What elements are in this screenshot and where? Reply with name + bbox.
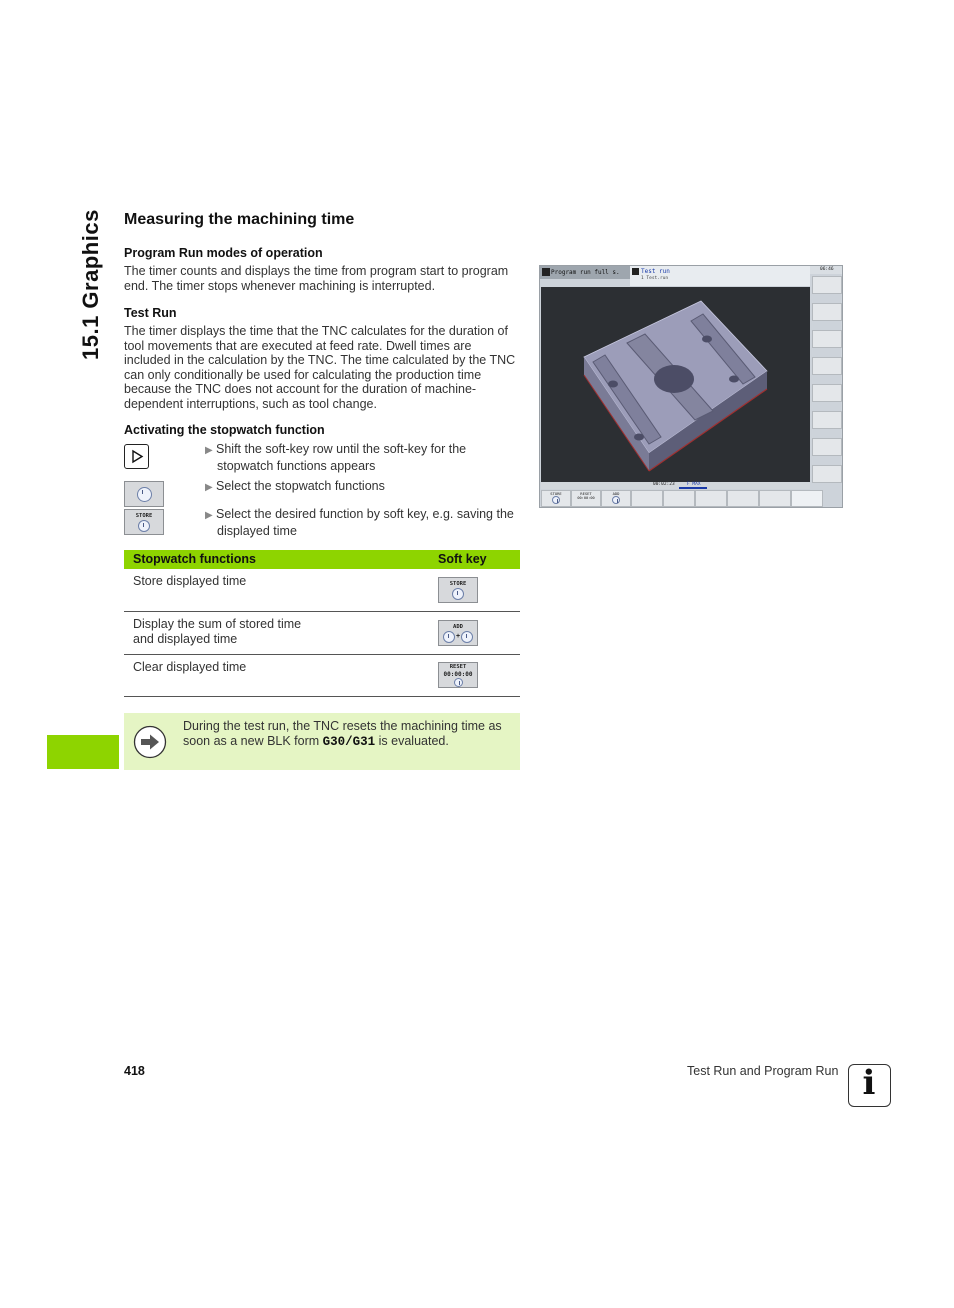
bullet-triangle-icon: ▶ bbox=[205, 510, 213, 521]
add-softkey[interactable]: ADD + bbox=[438, 620, 478, 646]
test-run-heading: Test Run bbox=[124, 306, 177, 320]
step-2: ▶ Select the stopwatch functions bbox=[205, 479, 523, 496]
next-softkey-row-key[interactable] bbox=[124, 444, 149, 469]
bottom-softkeys: STORE RESET 00:00:00 ADD bbox=[541, 490, 841, 507]
clock-icon bbox=[461, 631, 473, 643]
table-header-functions: Stopwatch functions bbox=[133, 552, 256, 566]
mode-icon bbox=[542, 268, 550, 276]
table-row-divider bbox=[124, 654, 520, 655]
tnc-screenshot bbox=[539, 265, 843, 508]
test-run-text: The timer displays the time that the TNC calculates for the duration of tool movements that are executed at feed rate. Dwell times are included in the calculation by the TNC. The time calculated by the TNC can only conditionally be used for calculating the production time because the TNC does not account for the duration of machine-dependent interruptions, such as tool change. bbox=[124, 324, 516, 411]
clock-icon bbox=[443, 631, 455, 643]
chapter-title-vertical: 15.1 Graphics bbox=[78, 209, 103, 360]
table-header-softkey: Soft key bbox=[438, 552, 487, 566]
clock-icon bbox=[552, 496, 560, 504]
chapter-tab-marker bbox=[47, 735, 119, 769]
clock-icon bbox=[452, 588, 464, 600]
clock-icon bbox=[137, 487, 152, 502]
chapter-name-footer: Test Run and Program Run bbox=[687, 1064, 839, 1078]
vertical-softkeys bbox=[812, 276, 842, 481]
clock-icon bbox=[612, 496, 620, 504]
status-line: 00:02:23 F MAX bbox=[541, 482, 810, 489]
arrow-right-icon bbox=[133, 725, 167, 759]
stopwatch-softkey[interactable] bbox=[124, 481, 164, 507]
step-1: ▶ Shift the soft-key row until the soft-key for the stopwatch functions appears bbox=[205, 442, 467, 473]
table-row-divider bbox=[124, 611, 520, 612]
page-number: 418 bbox=[124, 1064, 145, 1078]
store-softkey[interactable]: STORE bbox=[438, 577, 478, 603]
clock-display: 06:46 bbox=[810, 266, 842, 274]
workpiece-3d-icon bbox=[541, 287, 810, 482]
info-icon: i bbox=[848, 1064, 891, 1107]
bullet-triangle-icon: ▶ bbox=[205, 482, 213, 493]
bullet-triangle-icon: ▶ bbox=[205, 445, 213, 456]
mode-bar: Program run full s. bbox=[540, 266, 630, 279]
program-run-text: The timer counts and displays the time from program start to program end. The timer stops whenever machining is interrupted. bbox=[124, 264, 509, 293]
store-key-label: STORE bbox=[135, 512, 153, 519]
store-softkey[interactable] bbox=[124, 509, 164, 535]
activating-heading: Activating the stopwatch function bbox=[124, 423, 325, 437]
clock-icon bbox=[138, 520, 150, 532]
table-row-store-text: Store displayed time bbox=[133, 574, 247, 588]
table-row-add-text: Display the sum of stored time and displayed time bbox=[133, 617, 302, 646]
submode-icon bbox=[632, 268, 639, 275]
submode-bar: Test run 1 Test.run bbox=[630, 266, 810, 286]
play-triangle-icon bbox=[125, 445, 148, 468]
step-3: ▶ Select the desired function by soft key, e.g. saving the displayed time bbox=[205, 507, 514, 538]
note-text: During the test run, the TNC resets the machining time as soon as a new BLK form G30/G31 is evaluated. bbox=[183, 719, 502, 749]
section-title: Measuring the machining time bbox=[124, 211, 355, 228]
table-row-reset-text: Clear displayed time bbox=[133, 660, 247, 674]
clock-icon bbox=[454, 678, 463, 687]
program-run-heading: Program Run modes of operation bbox=[124, 246, 323, 260]
reset-softkey[interactable]: RESET 00:00:00 bbox=[438, 662, 478, 688]
table-bottom-line bbox=[124, 696, 520, 697]
graphics-view bbox=[541, 287, 810, 482]
